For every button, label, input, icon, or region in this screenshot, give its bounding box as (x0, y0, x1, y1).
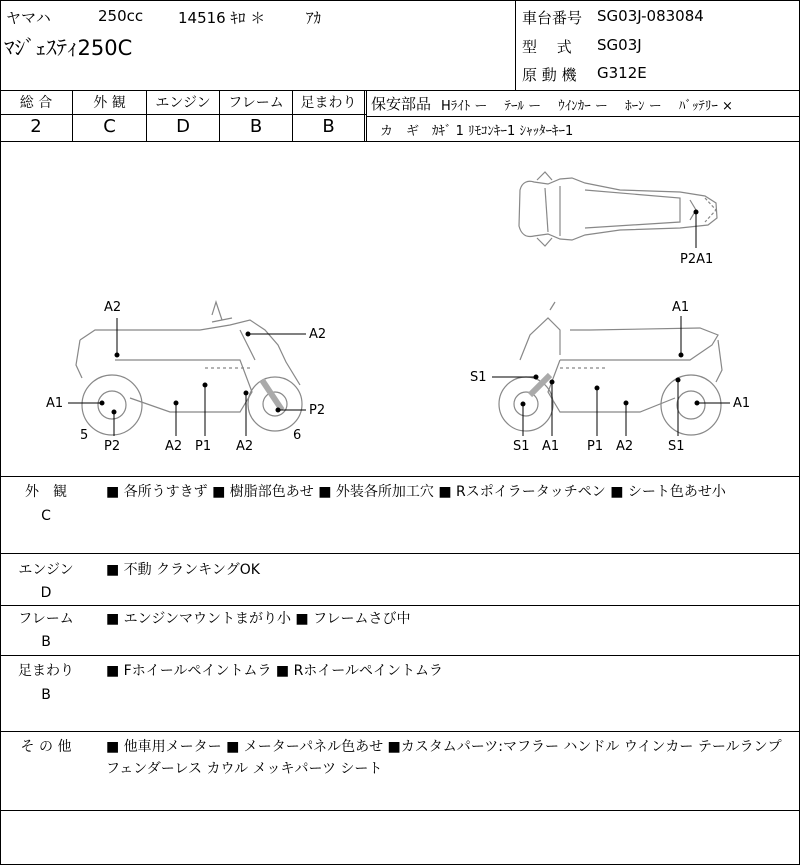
divider (0, 731, 800, 732)
exterior-label: 外 観 (25, 484, 67, 500)
frame-section-grade: B (41, 634, 51, 650)
key-items: ｶｷﾞ 1 ﾘﾓｺﾝｷｰ1 ｼｬｯﾀｰｷｰ1 (432, 124, 574, 139)
grade-header-suspension: 足まわり (300, 95, 357, 111)
maker: ヤマハ (6, 9, 51, 27)
label-right-p1: P1 (587, 439, 604, 454)
engine-label: 原 動 機 (522, 66, 577, 84)
type-value: SG03J (597, 36, 642, 54)
grid-line (364, 90, 365, 142)
label-left-a1: A1 (46, 396, 64, 411)
divider (0, 605, 800, 606)
scooter-left-view (76, 302, 302, 435)
scooter-top-view (519, 172, 717, 246)
label-left-a2-bottom-2: A2 (236, 439, 254, 454)
color: ｱｶ (306, 9, 322, 27)
label-left-6: 6 (293, 428, 302, 443)
exterior-grade: C (41, 508, 51, 524)
scooter-right-view (499, 302, 722, 435)
engine-value: G312E (597, 64, 647, 82)
divider (0, 553, 800, 554)
label-left-a2-right: A2 (309, 327, 327, 342)
grade-value-suspension: B (322, 116, 335, 137)
divider (0, 476, 800, 477)
other-section-detail: ■ 他車用メーター ■ メーターパネル色あせ ■カスタムパーツ:マフラー ハンドル ウインカー テールランプ フェンダーレス カウル メッキパーツ シート (106, 739, 782, 777)
model-name: ﾏｼﾞｪｽﾃｨ250C (4, 36, 133, 60)
label-left-p1: P1 (195, 439, 212, 454)
grade-value-frame: B (249, 116, 263, 137)
label-left-p2-bottom: P2 (104, 439, 121, 454)
label-right-a1-top: A1 (672, 300, 690, 315)
grade-header-engine: エンジン (155, 95, 211, 111)
label-right-s1-left: S1 (470, 370, 487, 385)
frame-section-detail: ■ エンジンマウントまがり小 ■ フレームさび中 (106, 611, 411, 627)
grade-value-exterior: C (103, 116, 116, 137)
label-right-a2: A2 (616, 439, 634, 454)
suspension-section-detail: ■ Fホイールペイントムラ ■ Rホイールペイントムラ (106, 663, 444, 679)
header-divider (515, 0, 516, 90)
label-right-a1-right: A1 (733, 396, 751, 411)
divider (0, 810, 800, 811)
suspension-section-label: 足まわり (18, 663, 74, 679)
exterior-detail: ■ 各所うすきず ■ 樹脂部色あせ ■ 外装各所加工穴 ■ Rスポイラータッチペン ■ シート色あせ小 (106, 484, 726, 500)
frame-no-value: SG03J-083084 (597, 7, 704, 25)
grade-value-overall: 2 (30, 116, 42, 137)
grade-header-overall: 総 合 (19, 95, 53, 111)
mileage: 14516 ｷﾛ ＊ (178, 9, 266, 27)
label-left-a2-top: A2 (104, 300, 122, 315)
grade-header-exterior: 外 観 (93, 95, 126, 111)
key-label: カ ギ (380, 124, 420, 139)
type-label: 型 式 (522, 38, 572, 56)
parts-divider (366, 116, 800, 117)
label-left-5: 5 (80, 428, 89, 443)
label-left-p2-right: P2 (309, 403, 326, 418)
label-right-a1-bottom: A1 (542, 439, 560, 454)
engine-section-detail: ■ 不動 クランキングOK (106, 562, 260, 578)
label-left-a2-bottom-1: A2 (165, 439, 183, 454)
engine-section-label: エンジン (18, 562, 74, 578)
frame-no-label: 車台番号 (522, 9, 583, 27)
label-right-s1-bottom-2: S1 (668, 439, 685, 454)
displacement: 250cc (98, 7, 144, 25)
grade-value-engine: D (176, 116, 190, 137)
parts-label: 保安部品 (371, 95, 432, 113)
parts-items: Hﾗｲﾄ ー ﾃｰﾙ ー ｳｲﾝｶｰ ー ﾎｰﾝ ー ﾊﾞｯﾃﾘｰ × (441, 99, 733, 114)
other-section-label: そ の 他 (20, 739, 72, 755)
frame-section-label: フレーム (18, 611, 74, 627)
engine-section-grade: D (40, 585, 52, 601)
label-top-p2a1: P2A1 (680, 252, 714, 267)
divider (0, 655, 800, 656)
suspension-section-grade: B (41, 687, 51, 703)
grade-header-frame: フレーム (228, 95, 284, 111)
label-right-s1-bottom-1: S1 (513, 439, 530, 454)
